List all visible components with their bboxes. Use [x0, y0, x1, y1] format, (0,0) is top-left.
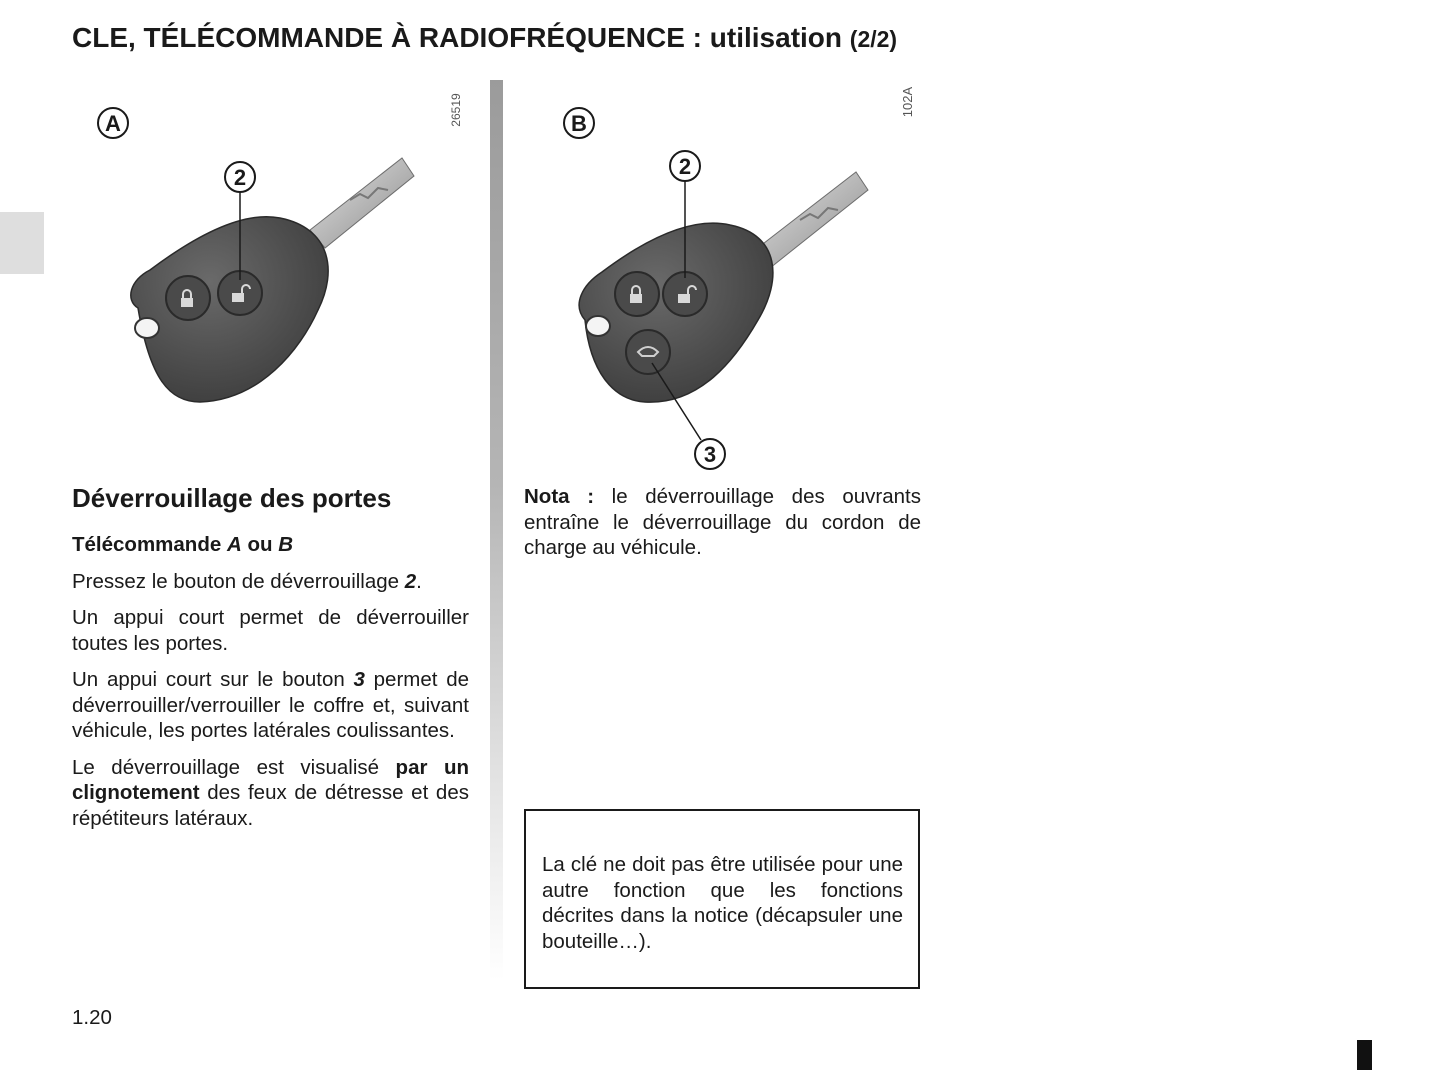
figure-b-callout-2: 2 — [678, 154, 692, 179]
p3-before: Un appui court sur le bouton — [72, 668, 354, 691]
page-edge-marker — [1357, 1040, 1372, 1070]
key-illustration-b — [530, 80, 930, 480]
figure-a — [80, 80, 480, 480]
p1-text: Pressez le bouton de déverrouillage — [72, 569, 405, 593]
callout-2-a — [225, 162, 255, 192]
callout-3-b — [695, 439, 725, 469]
figure-b-callout-3: 3 — [703, 442, 717, 467]
paragraph-4 — [72, 755, 469, 832]
callout-circle-b — [564, 108, 594, 138]
p4-bold: par un clignotement — [72, 755, 469, 804]
p1-ref: 2 — [404, 569, 417, 593]
title-main: CLE, TÉLÉCOMMANDE À RADIOFRÉQUENCE : utilisation — [72, 22, 842, 53]
paragraph-3 — [72, 667, 469, 744]
title-part: (2/2) — [849, 26, 898, 52]
subheading-prefix: Télécommande — [72, 533, 227, 556]
figure-a-letter: A — [105, 111, 121, 136]
nota-column — [524, 484, 921, 572]
warning-box: La clé ne doit pas être utilisée pour une autre fonction que les fonctions décrites dans la notice (décapsuler une bouteille…). — [524, 809, 920, 989]
page-title — [72, 22, 897, 54]
p4-before: Le déverrouillage est visualisé — [72, 755, 396, 779]
paragraph-2: Un appui court permet de déverrouiller toutes les portes. — [72, 606, 469, 655]
p4-after: des feux de détresse et des répétiteurs latéraux. — [72, 781, 469, 830]
page-number: 1.20 — [72, 1006, 112, 1029]
nota-label: Nota : — [524, 485, 595, 508]
figure-b-ref: 102A — [900, 86, 915, 118]
key-illustration-a — [80, 80, 480, 480]
callout-circle-a — [98, 108, 128, 138]
nota-text: le déverrouillage des ouvrants entraîne le déverrouillage du cordon de charge au véhicule. — [524, 485, 921, 559]
subheading — [72, 532, 469, 558]
figure-a-ref: 26519 — [449, 93, 463, 127]
section-heading: Déverrouillage des portes — [72, 483, 392, 513]
subheading-mid: ou — [241, 533, 279, 556]
nota-paragraph — [524, 484, 921, 561]
chapter-tab — [0, 212, 44, 274]
callout-2-b — [670, 151, 700, 181]
figure-b-letter: B — [571, 111, 587, 136]
p3-after: permet de déverrouiller/verrouiller le coffre et, suivant véhicule, les portes latérales coulissantes. — [72, 668, 470, 742]
p3-ref: 3 — [353, 668, 365, 691]
subheading-b: B — [278, 533, 294, 556]
figure-b — [530, 80, 930, 480]
paragraph-1 — [72, 569, 469, 595]
subheading-a: A — [226, 533, 242, 556]
p1-end: . — [416, 569, 422, 593]
column-divider — [490, 80, 503, 980]
left-text-column — [72, 480, 469, 842]
figure-a-callout-2: 2 — [233, 165, 247, 190]
